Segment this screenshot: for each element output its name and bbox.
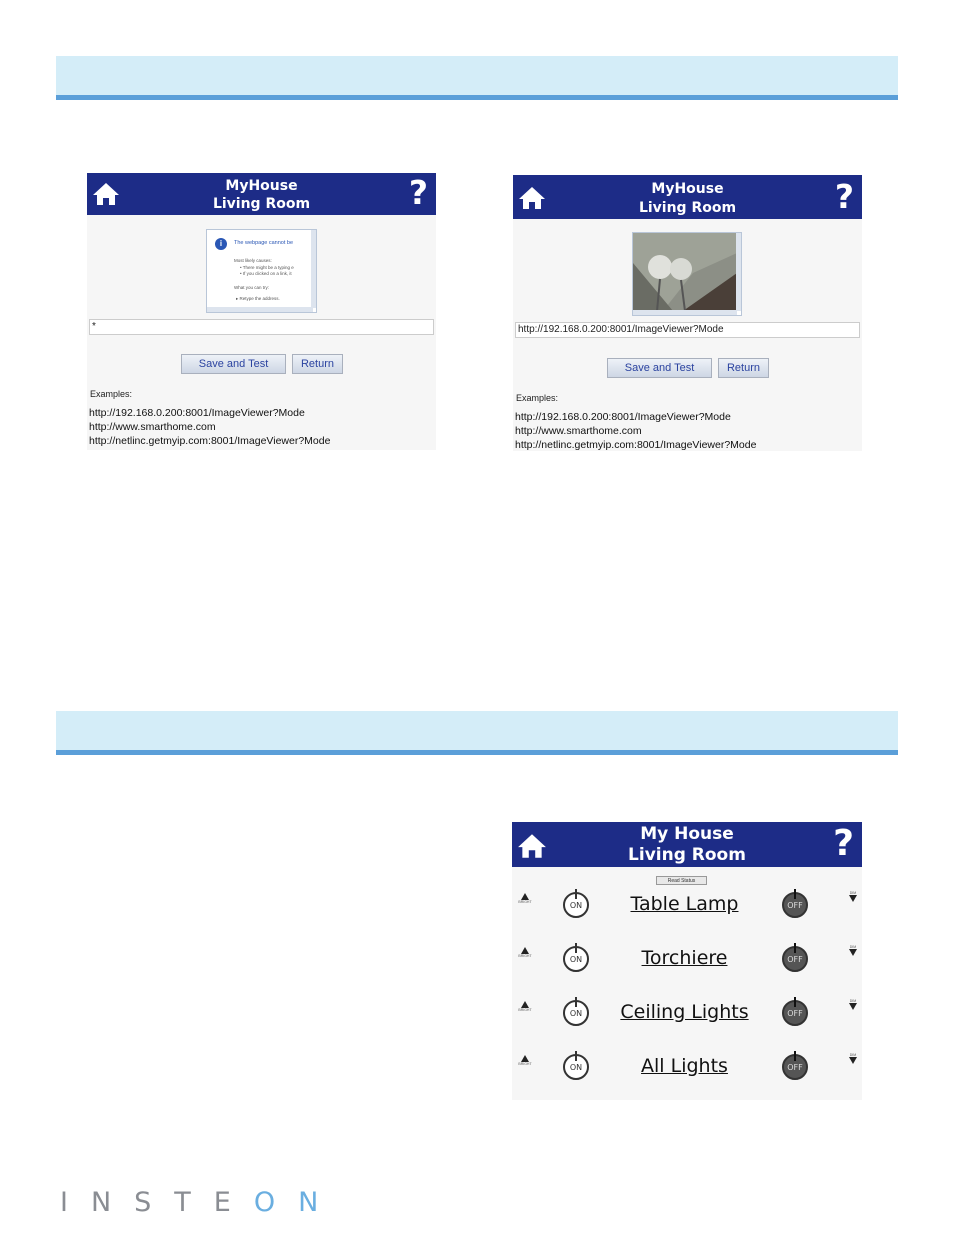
dim-button[interactable] (846, 999, 860, 1010)
dim-button[interactable] (846, 891, 860, 902)
bright-label: BRIGHT (518, 1062, 532, 1066)
panel-header (513, 175, 862, 219)
camera-image (632, 232, 742, 316)
error-line-text: Retype the address. (239, 296, 280, 301)
up-arrow-icon (521, 1001, 529, 1008)
bright-label: BRIGHT (518, 954, 532, 958)
light-row (512, 991, 862, 1045)
header-title-line2: Living Room (628, 845, 746, 865)
scrollbar-vertical[interactable] (736, 233, 741, 311)
url-input[interactable]: http://192.168.0.200:8001/ImageViewer?Mode (515, 322, 860, 338)
examples-list (515, 410, 756, 452)
example-url: http://netlinc.getmyip.com:8001/ImageViewer?Mode (515, 439, 757, 451)
error-title: The webpage cannot be (234, 240, 294, 246)
error-line: ▸ Retype the address. (236, 296, 280, 301)
error-line: • If you clicked on a link, it (240, 271, 292, 276)
error-line: Most likely causes: (234, 258, 272, 263)
off-button[interactable]: OFF (782, 1000, 808, 1026)
bright-button[interactable] (516, 947, 534, 958)
example-url: http://www.smarthome.com (515, 425, 642, 437)
off-button[interactable]: OFF (782, 946, 808, 972)
bright-label: BRIGHT (518, 1008, 532, 1012)
light-name-link[interactable]: Table Lamp (630, 893, 739, 915)
header-title-line2: Living Room (638, 200, 737, 216)
error-preview (206, 229, 317, 313)
scrollbar-horizontal[interactable] (633, 310, 737, 315)
info-icon: i (215, 238, 227, 250)
down-arrow-icon (849, 1057, 857, 1064)
scrollbar-horizontal[interactable] (207, 307, 313, 312)
panel-header (512, 822, 862, 867)
example-url: http://www.smarthome.com (89, 421, 216, 433)
off-button[interactable]: OFF (782, 1054, 808, 1080)
bright-button[interactable] (516, 1001, 534, 1012)
up-arrow-icon (521, 1055, 529, 1062)
logo-text: INSTE (60, 1187, 254, 1218)
header-title-line2: Living Room (212, 196, 311, 212)
up-arrow-icon (521, 893, 529, 900)
dim-button[interactable] (846, 945, 860, 956)
logo-text-n: N (298, 1187, 342, 1218)
screenshot-panel-lights (512, 822, 862, 1100)
header-title-line1: MyHouse (651, 181, 724, 197)
return-button[interactable]: Return (292, 354, 343, 374)
light-row (512, 883, 862, 937)
example-url: http://netlinc.getmyip.com:8001/ImageViewer?Mode (89, 435, 331, 447)
dim-label: DIM (849, 891, 857, 895)
section-band-top (56, 56, 898, 100)
panel-header (87, 173, 436, 215)
dim-button[interactable] (846, 1053, 860, 1064)
down-arrow-icon (849, 949, 857, 956)
return-button[interactable]: Return (718, 358, 769, 378)
error-line: • There might be a typing e (240, 265, 294, 270)
dim-label: DIM (849, 1053, 857, 1057)
on-button[interactable]: ON (563, 946, 589, 972)
read-status-button[interactable]: Read Status (656, 876, 707, 885)
example-url: http://192.168.0.200:8001/ImageViewer?Mode (89, 407, 305, 419)
dim-label: DIM (849, 999, 857, 1003)
on-button[interactable]: ON (563, 1000, 589, 1026)
examples-label: Examples: (516, 393, 559, 403)
screenshot-panel-camera (513, 175, 862, 451)
logo-power-o: O (253, 1187, 299, 1218)
off-button[interactable]: OFF (782, 892, 808, 918)
error-line: What you can try: (234, 285, 270, 290)
dim-label: DIM (849, 945, 857, 949)
help-icon[interactable]: ? (834, 177, 854, 216)
help-icon[interactable]: ? (408, 173, 428, 212)
save-and-test-button[interactable]: Save and Test (607, 358, 712, 378)
bright-label: BRIGHT (518, 900, 532, 904)
bright-button[interactable] (516, 1055, 534, 1066)
down-arrow-icon (849, 1003, 857, 1010)
on-button[interactable]: ON (563, 892, 589, 918)
section-band-middle (56, 711, 898, 755)
header-title-line1: MyHouse (225, 178, 298, 194)
light-name-link[interactable]: Torchiere (641, 947, 728, 969)
url-input[interactable]: * (89, 319, 434, 335)
light-row (512, 1045, 862, 1099)
up-arrow-icon (521, 947, 529, 954)
insteon-logo (60, 1187, 341, 1218)
scrollbar-vertical[interactable] (311, 230, 316, 308)
camera-feed-image (633, 233, 737, 311)
screenshot-panel-error (87, 173, 436, 450)
examples-label: Examples: (90, 389, 133, 399)
light-name-link[interactable]: Ceiling Lights (620, 1001, 749, 1023)
help-icon[interactable]: ? (833, 823, 854, 864)
example-url: http://192.168.0.200:8001/ImageViewer?Mode (515, 411, 731, 423)
light-row (512, 937, 862, 991)
down-arrow-icon (849, 895, 857, 902)
header-title-line1: My House (640, 824, 734, 844)
bright-button[interactable] (516, 893, 534, 904)
save-and-test-button[interactable]: Save and Test (181, 354, 286, 374)
on-button[interactable]: ON (563, 1054, 589, 1080)
examples-list (89, 406, 330, 448)
light-name-link[interactable]: All Lights (641, 1055, 728, 1077)
